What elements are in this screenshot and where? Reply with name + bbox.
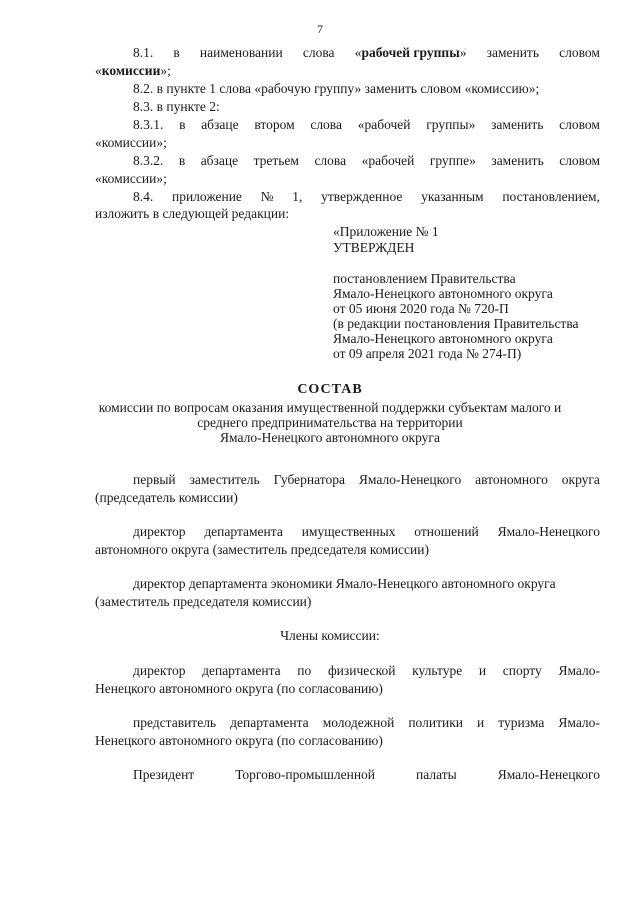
word: политики xyxy=(408,715,463,730)
member-5-line1 xyxy=(133,714,600,731)
subtitle-line: Ямало-Ненецкого автономного округа xyxy=(220,430,440,445)
approval-line: от 09 апреля 2021 года № 274-П) xyxy=(333,346,522,361)
approval-approved: УТВЕРЖДЕН xyxy=(333,240,415,255)
word: абзаце xyxy=(200,153,239,168)
word: заменить xyxy=(486,45,539,60)
word: директор xyxy=(133,524,186,539)
word: «рабочей xyxy=(361,153,415,168)
word: заменить xyxy=(491,153,544,168)
word: абзаце xyxy=(201,117,239,132)
word: Торгово-промышленной xyxy=(235,767,376,782)
item-8-3-1-line1 xyxy=(133,116,600,133)
word: заменить xyxy=(491,117,544,132)
members-heading: Члены комиссии: xyxy=(280,628,380,643)
member-4-line2: Ненецкого автономного округа (по согласованию) xyxy=(95,681,383,696)
word: втором xyxy=(254,117,295,132)
member-3-line1: директор департамента экономики Ямало-Ненецкого автономного округа xyxy=(133,576,556,591)
word: культуре xyxy=(412,663,463,678)
word: первый xyxy=(133,472,176,487)
word: Ямало-Ненецкого xyxy=(497,524,600,539)
member-2-line1 xyxy=(133,523,600,540)
item-8-2: 8.2. в пункте 1 слова «рабочую группу» заменить словом «комиссию»; xyxy=(133,81,540,96)
word: заместитель xyxy=(189,472,260,487)
word: 1, xyxy=(292,189,303,204)
member-6-line1 xyxy=(133,766,600,783)
word: утвержденное xyxy=(321,189,403,204)
word: палаты xyxy=(416,767,457,782)
word: спорту xyxy=(502,663,542,678)
item-8-1-line2: «комиссии»; xyxy=(95,63,171,78)
word: группе» xyxy=(429,153,476,168)
approval-line: Ямало-Ненецкого автономного округа xyxy=(333,331,553,346)
word: слова xyxy=(302,45,335,60)
word: 8.3.2. xyxy=(133,153,164,168)
approval-line: (в редакции постановления Правительства xyxy=(333,316,579,331)
word: Президент xyxy=(133,767,195,782)
approval-line: от 05 июня 2020 года № 720-П xyxy=(333,301,509,316)
member-5-line2: Ненецкого автономного округа (по согласованию) xyxy=(95,733,383,748)
approval-line: постановлением Правительства xyxy=(333,271,516,286)
word: приложение xyxy=(171,189,242,204)
word: словом xyxy=(559,45,600,60)
item-8-4-line1 xyxy=(133,188,600,205)
word: отношений xyxy=(414,524,479,539)
word: департамента xyxy=(204,524,283,539)
word: третьем xyxy=(253,153,299,168)
word: № xyxy=(260,189,274,204)
word: директор xyxy=(133,663,186,678)
word: Ямало-Ненецкого xyxy=(497,767,600,782)
word: департамента xyxy=(230,715,309,730)
bold-phrase: «рабочей группы» xyxy=(354,45,467,60)
document-title: СОСТАВ xyxy=(297,382,363,397)
word: и xyxy=(478,663,487,678)
word: группы» xyxy=(426,117,476,132)
member-4-line1 xyxy=(133,662,600,679)
word: и xyxy=(477,715,485,730)
member-3-line2: (заместитель председателя комиссии) xyxy=(95,594,312,609)
word: автономного xyxy=(475,472,548,487)
word: 8.1. xyxy=(133,45,154,60)
word: Ямало- xyxy=(558,715,600,730)
word: Ямало- xyxy=(558,663,600,678)
item-8-4-line2: изложить в следующей редакции: xyxy=(95,206,290,221)
word: туризма xyxy=(498,715,545,730)
approval-appendix: «Приложение № 1 xyxy=(333,224,439,239)
word: слова xyxy=(310,117,342,132)
word: физической xyxy=(327,663,396,678)
member-2-line2: автономного округа (заместитель председателя комиссии) xyxy=(95,542,429,557)
word: имущественных xyxy=(301,524,396,539)
word: по xyxy=(297,663,312,678)
word: 8.4. xyxy=(133,189,154,204)
bold-word: комиссии xyxy=(101,63,161,78)
word: в xyxy=(179,117,186,132)
page-number: 7 xyxy=(317,22,323,36)
subtitle-line: комиссии по вопросам оказания имущественной поддержки субъектам малого и xyxy=(98,400,562,415)
word: слова xyxy=(314,153,347,168)
word: Губернатора xyxy=(273,472,345,487)
member-1-line2: (председатель комиссии) xyxy=(95,490,238,505)
item-8-1-line1 xyxy=(133,44,600,61)
word: 8.3.1. xyxy=(133,117,164,132)
word: словом xyxy=(559,117,600,132)
word: «рабочей xyxy=(357,117,411,132)
word: в xyxy=(178,153,186,168)
item-8-3: 8.3. в пункте 2: xyxy=(133,99,220,114)
word: департамента xyxy=(202,663,281,678)
word: представитель xyxy=(133,715,217,730)
word: молодежной xyxy=(322,715,395,730)
word: в xyxy=(173,45,180,60)
item-8-3-2-line1 xyxy=(133,152,600,169)
item-8-3-2-line2: «комиссии»; xyxy=(95,171,167,186)
item-8-3-1-line2: «комиссии»; xyxy=(95,135,167,150)
word: наименовании xyxy=(199,45,283,60)
approval-line: Ямало-Ненецкого автономного округа xyxy=(333,286,553,301)
word: постановлением, xyxy=(502,189,600,204)
word: указанным xyxy=(421,189,484,204)
word: словом xyxy=(559,153,600,168)
subtitle-line: среднего предпринимательства на территории xyxy=(197,415,463,430)
word: Ямало-Ненецкого xyxy=(358,472,462,487)
word: округа xyxy=(561,472,600,487)
member-1-line1 xyxy=(133,471,600,488)
